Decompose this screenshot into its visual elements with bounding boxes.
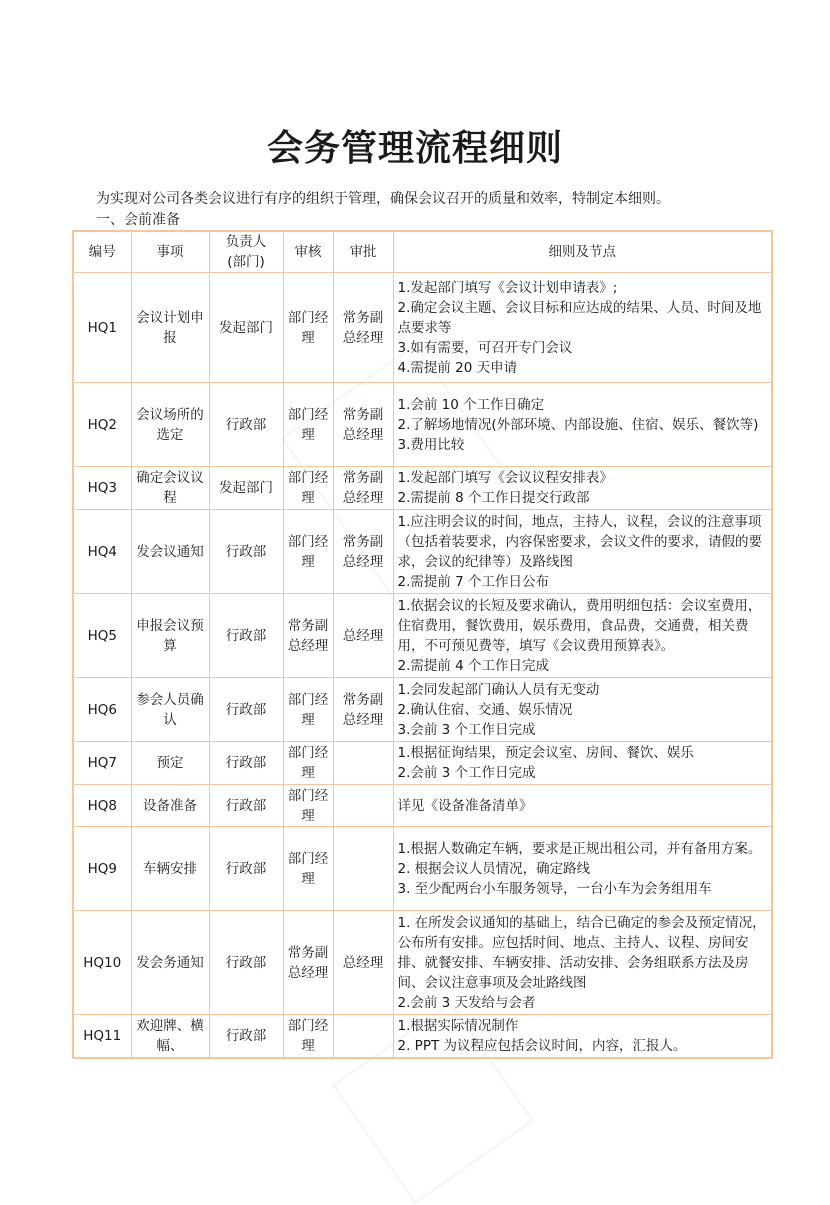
table-row <box>73 911 772 1015</box>
row-approve: 总经理 <box>333 594 393 678</box>
row-details <box>393 785 772 827</box>
row-owner: 行政部 <box>209 742 283 785</box>
row-review: 常务副总经理 <box>283 911 333 1015</box>
row-review: 部门经理 <box>283 383 333 467</box>
row-review: 部门经理 <box>283 1015 333 1059</box>
header-review: 审核 <box>283 231 333 273</box>
detail-line: 1.发起部门填写《会议议程安排表》 <box>397 470 613 486</box>
page-title: 会务管理流程细则 <box>266 128 563 169</box>
detail-line: 1.根据征询结果，预定会议室、房间、餐饮、娱乐 <box>397 745 694 761</box>
detail-line: 1.根据人数确定车辆，要求是正规出租公司，并有备用方案。 <box>397 840 762 857</box>
row-details <box>393 678 772 742</box>
header-id: 编号 <box>73 231 131 273</box>
row-approve <box>333 785 393 827</box>
detail-line: 2. 根据会议人员情况，确定路线 <box>397 860 591 877</box>
row-item: 设备准备 <box>131 785 209 827</box>
row-approve: 常务副总经理 <box>333 510 393 594</box>
row-details <box>393 742 772 785</box>
table-row <box>73 594 772 678</box>
row-details <box>393 911 772 1015</box>
detail-line: 1.根据实际情况制作 <box>397 1018 519 1034</box>
process-table <box>72 230 773 1059</box>
detail-line: 1.会同发起部门确认人员有无变动 <box>397 681 600 698</box>
row-owner: 行政部 <box>209 594 283 678</box>
row-details <box>393 1015 772 1059</box>
row-id: HQ2 <box>73 383 131 467</box>
table-header-row <box>73 231 772 273</box>
row-approve <box>333 827 393 911</box>
detail-line: 4.需提前 20 天申请 <box>397 359 518 376</box>
detail-line: 1.发起部门填写《会议计划申请表》; <box>397 279 618 296</box>
row-review: 部门经理 <box>283 273 333 383</box>
row-owner: 发起部门 <box>209 467 283 510</box>
row-id: HQ7 <box>73 742 131 785</box>
row-item: 车辆安排 <box>131 827 209 911</box>
row-approve: 总经理 <box>333 911 393 1015</box>
row-item: 欢迎牌、横幅、 <box>131 1015 209 1059</box>
row-item: 预定 <box>131 742 209 785</box>
table-row <box>73 678 772 742</box>
row-owner: 行政部 <box>209 785 283 827</box>
table-row <box>73 785 772 827</box>
row-approve: 常务副总经理 <box>333 383 393 467</box>
row-owner: 行政部 <box>209 1015 283 1059</box>
row-approve: 常务副总经理 <box>333 467 393 510</box>
row-review: 常务副总经理 <box>283 594 333 678</box>
row-review: 部门经理 <box>283 678 333 742</box>
row-item: 参会人员确认 <box>131 678 209 742</box>
row-details <box>393 594 772 678</box>
detail-line: 2.需提前 7 个工作日公布 <box>397 573 550 590</box>
row-approve: 常务副总经理 <box>333 273 393 383</box>
row-id: HQ10 <box>73 911 131 1015</box>
detail-line: 2.了解场地情况(外部环境、内部设施、住宿、娱乐、餐饮等) <box>397 416 759 433</box>
detail-line: 3.会前 3 个工作日完成 <box>397 721 536 738</box>
detail-line: 3. 至少配两台小车服务领导，一台小车为会务组用车 <box>397 880 712 897</box>
row-item: 发会务通知 <box>131 911 209 1015</box>
row-item: 发会议通知 <box>131 510 209 594</box>
row-details <box>393 273 772 383</box>
row-item: 会议计划申报 <box>131 273 209 383</box>
row-id: HQ3 <box>73 467 131 510</box>
row-review: 部门经理 <box>283 827 333 911</box>
table-row <box>73 273 772 383</box>
table-row <box>73 383 772 467</box>
row-owner: 行政部 <box>209 510 283 594</box>
row-owner: 行政部 <box>209 827 283 911</box>
row-id: HQ6 <box>73 678 131 742</box>
table-row <box>73 742 772 785</box>
row-review: 部门经理 <box>283 742 333 785</box>
row-id: HQ8 <box>73 785 131 827</box>
detail-line: 2.需提前 4 个工作日完成 <box>397 657 550 674</box>
detail-line: 2.确定会议主题、会议目标和应达成的结果、人员、时间及地点要求等 <box>397 299 762 336</box>
row-details <box>393 467 772 510</box>
table-row <box>73 510 772 594</box>
row-owner: 行政部 <box>209 911 283 1015</box>
header-approve: 审批 <box>333 231 393 273</box>
row-review: 部门经理 <box>283 510 333 594</box>
detail-line: 3.费用比较 <box>397 436 465 453</box>
row-details <box>393 827 772 911</box>
detail-line: 详见《设备准备清单》 <box>397 797 533 814</box>
intro-paragraph: 为实现对公司各类会议进行有序的组织于管理，确保会议召开的质量和效率，特制定本细则。 <box>96 191 670 207</box>
row-id: HQ5 <box>73 594 131 678</box>
row-item: 会议场所的选定 <box>131 383 209 467</box>
row-approve <box>333 1015 393 1059</box>
row-owner: 行政部 <box>209 678 283 742</box>
header-item: 事项 <box>131 231 209 273</box>
row-details <box>393 510 772 594</box>
table-row <box>73 827 772 911</box>
row-id: HQ4 <box>73 510 131 594</box>
row-id: HQ11 <box>73 1015 131 1059</box>
detail-line: 1. 在所发会议通知的基础上，结合已确定的参会及预定情况，公布所有安排。应包括时间、地点、主持人、议程、房间安排、就餐安排、车辆安排、活动安排、会务组联系方法及房间、会议注意事项及会址路线图 <box>397 914 766 991</box>
header-owner-text: 负责人 (部门) <box>225 234 267 270</box>
table-row <box>73 467 772 510</box>
detail-line: 1.依据会议的长短及要求确认，费用明细包括：会议室费用，住宿费用，餐饮费用，娱乐费用，食品费，交通费，相关费用，不可预见费等，填写《会议费用预算表》。 <box>397 597 762 654</box>
row-approve <box>333 742 393 785</box>
detail-line: 3.如有需要，可召开专门会议 <box>397 339 573 356</box>
detail-line: 2.需提前 8 个工作日提交行政部 <box>397 490 590 506</box>
detail-line: 2.会前 3 个工作日完成 <box>397 765 536 781</box>
detail-line: 2.会前 3 天发给与会者 <box>397 994 536 1011</box>
table-row <box>73 1015 772 1059</box>
header-owner <box>209 231 283 273</box>
header-details: 细则及节点 <box>393 231 772 273</box>
detail-line: 2. PPT 为议程应包括会议时间，内容，汇报人。 <box>397 1038 687 1054</box>
row-id: HQ1 <box>73 273 131 383</box>
detail-line: 1.会前 10 个工作日确定 <box>397 396 545 413</box>
detail-line: 1.应注明会议的时间，地点，主持人，议程，会议的注意事项（包括着装要求，内容保密要求，会议文件的要求，请假的要求，会议的纪律等）及路线图 <box>397 513 762 570</box>
row-item: 确定会议议程 <box>131 467 209 510</box>
row-item: 申报会议预算 <box>131 594 209 678</box>
row-owner: 发起部门 <box>209 273 283 383</box>
section-heading: 一、会前准备 <box>96 212 180 228</box>
row-review: 部门经理 <box>283 785 333 827</box>
row-details <box>393 383 772 467</box>
row-owner: 行政部 <box>209 383 283 467</box>
row-approve: 常务副总经理 <box>333 678 393 742</box>
row-id: HQ9 <box>73 827 131 911</box>
row-review: 部门经理 <box>283 467 333 510</box>
detail-line: 2.确认住宿、交通、娱乐情况 <box>397 701 573 718</box>
